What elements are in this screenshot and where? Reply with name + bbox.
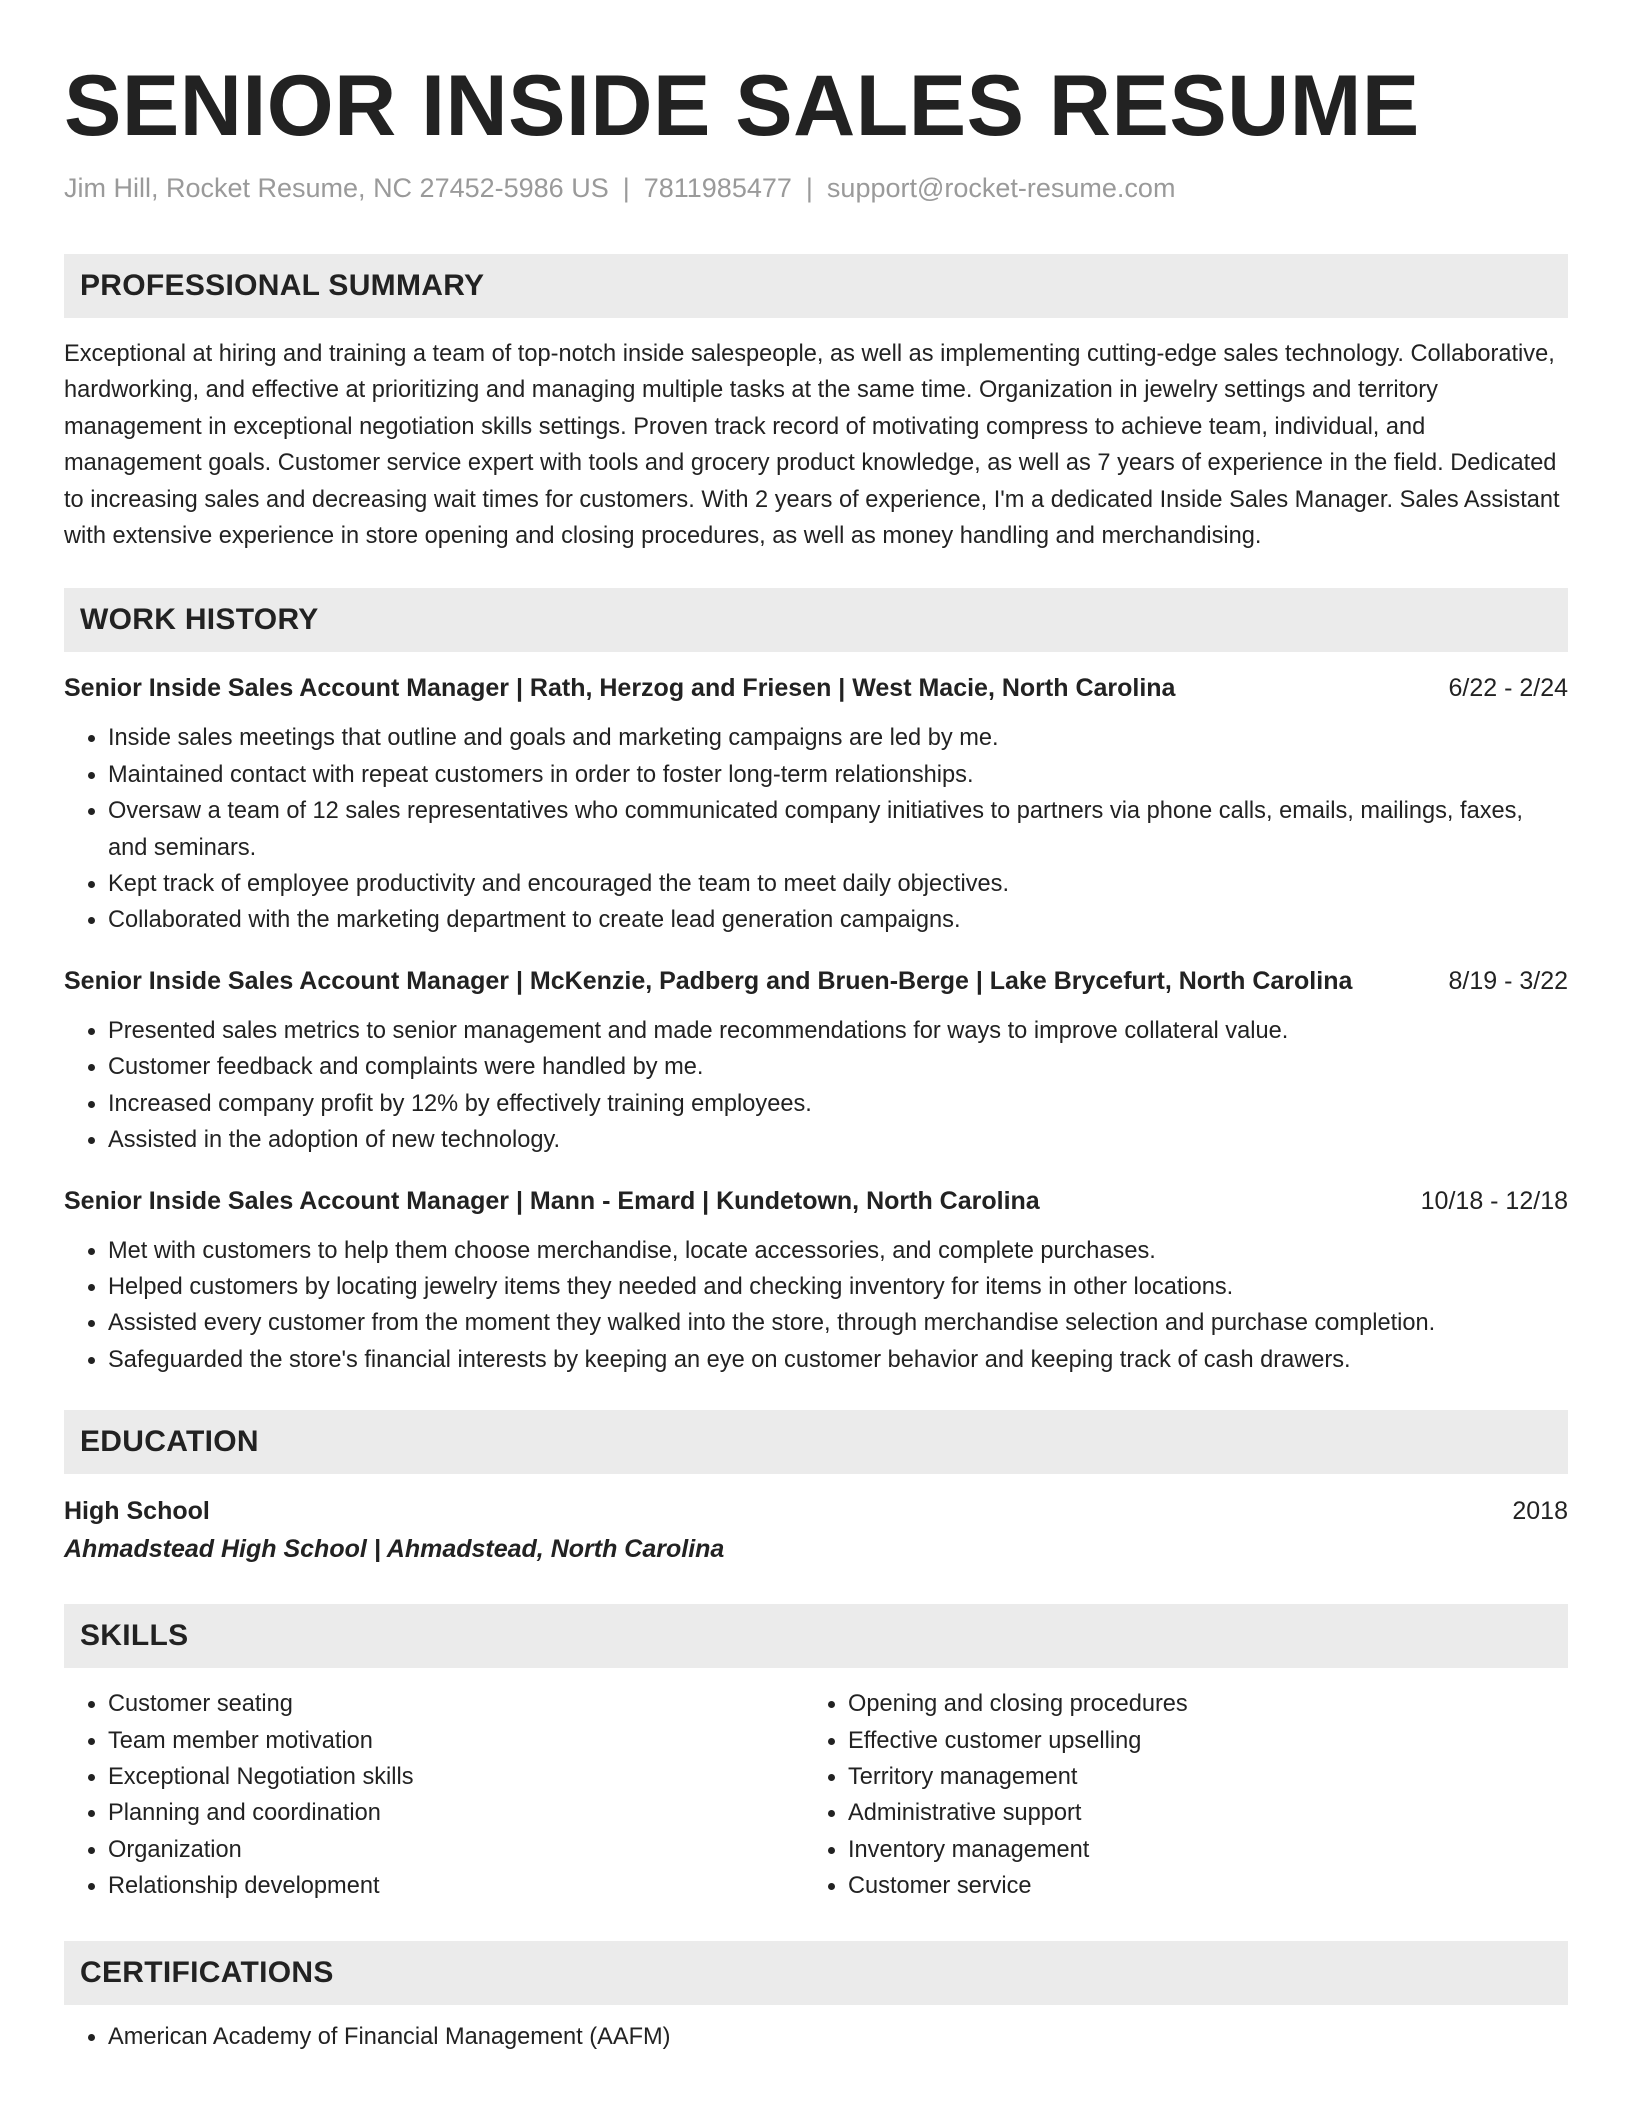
contact-separator: | (622, 173, 630, 203)
summary-text: Exceptional at hiring and training a team of top-notch inside salespeople, as well as implementing cutting-edge sales technology. Collaborative, hardworking, and effective at prioritizing and managing multiple tasks at the same time. Organization in jewelry settings and territory management in exceptional negotiation skills settings. Proven track record of motivating compress to achieve team, individual, and management goals. Customer service expert with tools and grocery product knowledge, as well as 7 years of experience in the field. Dedicated to increasing sales and decreasing wait times for customers. With 2 years of experience, I'm a dedicated Inside Sales Manager. Sales Assistant with extensive experience in store opening and closing procedures, as well as money handling and merchandising. (64, 341, 1560, 550)
skill-item: • Team member motivation (108, 1723, 804, 1759)
job-bullet: • Met with customers to help them choose merchandise, locate accessories, and complete purchases. (108, 1233, 1568, 1269)
job-title: Senior Inside Sales Account Manager | Rath, Herzog and Friesen | West Macie, North Carolina (64, 674, 1176, 703)
skills-columns (64, 1686, 1568, 1904)
job-bullet: • Customer feedback and complaints were handled by me. (108, 1049, 1568, 1085)
job-bullet: • Assisted in the adoption of new technology. (108, 1122, 1568, 1158)
job-bullets (64, 1233, 1568, 1379)
summary-section-header: PROFESSIONAL SUMMARY (64, 254, 1568, 318)
job-dates: 8/19 - 3/22 (1448, 966, 1568, 995)
contact-phone: 7811985477 (643, 173, 792, 203)
job-dates: 10/18 - 12/18 (1420, 1186, 1568, 1215)
job-bullet: • Kept track of employee productivity and encouraged the team to meet daily objectives. (108, 866, 1568, 902)
job-title: Senior Inside Sales Account Manager | McKenzie, Padberg and Bruen-Berge | Lake Brycefurt, North Carolina (64, 966, 1353, 995)
job-entry (64, 1183, 1568, 1379)
certification-item: • American Academy of Financial Management (AAFM) (108, 2019, 1568, 2055)
job-header (64, 963, 1568, 999)
education-section-header: EDUCATION (64, 1410, 1568, 1474)
job-bullet: • Assisted every customer from the moment they walked into the store, through merchandise selection and purchase completion. (108, 1305, 1568, 1341)
education-year: 2018 (1512, 1497, 1568, 1526)
job-entry (64, 670, 1568, 938)
contact-separator: | (805, 173, 813, 203)
job-bullet: • Collaborated with the marketing department to create lead generation campaigns. (108, 902, 1568, 938)
job-bullet: • Maintained contact with repeat customers in order to foster long-term relationships. (108, 757, 1568, 793)
contact-email: support@rocket-resume.com (826, 173, 1176, 203)
work-history-section-header: WORK HISTORY (64, 588, 1568, 652)
skills-section-header: SKILLS (64, 1604, 1568, 1668)
education-entry (64, 1492, 1568, 1568)
skill-item: • Relationship development (108, 1868, 804, 1904)
skill-item: • Administrative support (848, 1795, 1544, 1831)
skills-list-right (804, 1686, 1544, 1904)
skill-item: • Exceptional Negotiation skills (108, 1759, 804, 1795)
job-entry (64, 963, 1568, 1159)
skill-item: • Organization (108, 1832, 804, 1868)
job-bullets (64, 720, 1568, 938)
job-bullet: • Presented sales metrics to senior management and made recommendations for ways to improve collateral value. (108, 1013, 1568, 1049)
skill-item: • Planning and coordination (108, 1795, 804, 1831)
skill-item: • Effective customer upselling (848, 1723, 1544, 1759)
education-header (64, 1492, 1568, 1530)
education-school: Ahmadstead High School | Ahmadstead, North Carolina (64, 1535, 725, 1564)
job-title: Senior Inside Sales Account Manager | Mann - Emard | Kundetown, North Carolina (64, 1186, 1040, 1215)
skills-list-left (64, 1686, 804, 1904)
contact-line (64, 170, 1568, 206)
job-bullet: • Increased company profit by 12% by effectively training employees. (108, 1086, 1568, 1122)
skill-item: • Opening and closing procedures (848, 1686, 1544, 1722)
skill-item: • Customer seating (108, 1686, 804, 1722)
job-dates: 6/22 - 2/24 (1448, 674, 1568, 703)
job-bullet: • Inside sales meetings that outline and goals and marketing campaigns are led by me. (108, 720, 1568, 756)
contact-address: Jim Hill, Rocket Resume, NC 27452-5986 US (64, 173, 609, 203)
skill-item: • Territory management (848, 1759, 1544, 1795)
job-bullet: • Safeguarded the store's financial interests by keeping an eye on customer behavior and keeping track of cash drawers. (108, 1342, 1568, 1378)
job-bullet: • Helped customers by locating jewelry items they needed and checking inventory for items in other locations. (108, 1269, 1568, 1305)
certifications-list (64, 2019, 1568, 2055)
resume-title: SENIOR INSIDE SALES RESUME (64, 58, 1420, 154)
job-bullets (64, 1013, 1568, 1159)
skill-item: • Customer service (848, 1868, 1544, 1904)
job-header (64, 1183, 1568, 1219)
certifications-section-header: CERTIFICATIONS (64, 1941, 1568, 2005)
job-header (64, 670, 1568, 706)
education-degree: High School (64, 1497, 210, 1526)
skill-item: • Inventory management (848, 1832, 1544, 1868)
job-bullet: • Oversaw a team of 12 sales representatives who communicated company initiatives to partners via phone calls, emails, mailings, faxes, and seminars. (108, 793, 1568, 866)
